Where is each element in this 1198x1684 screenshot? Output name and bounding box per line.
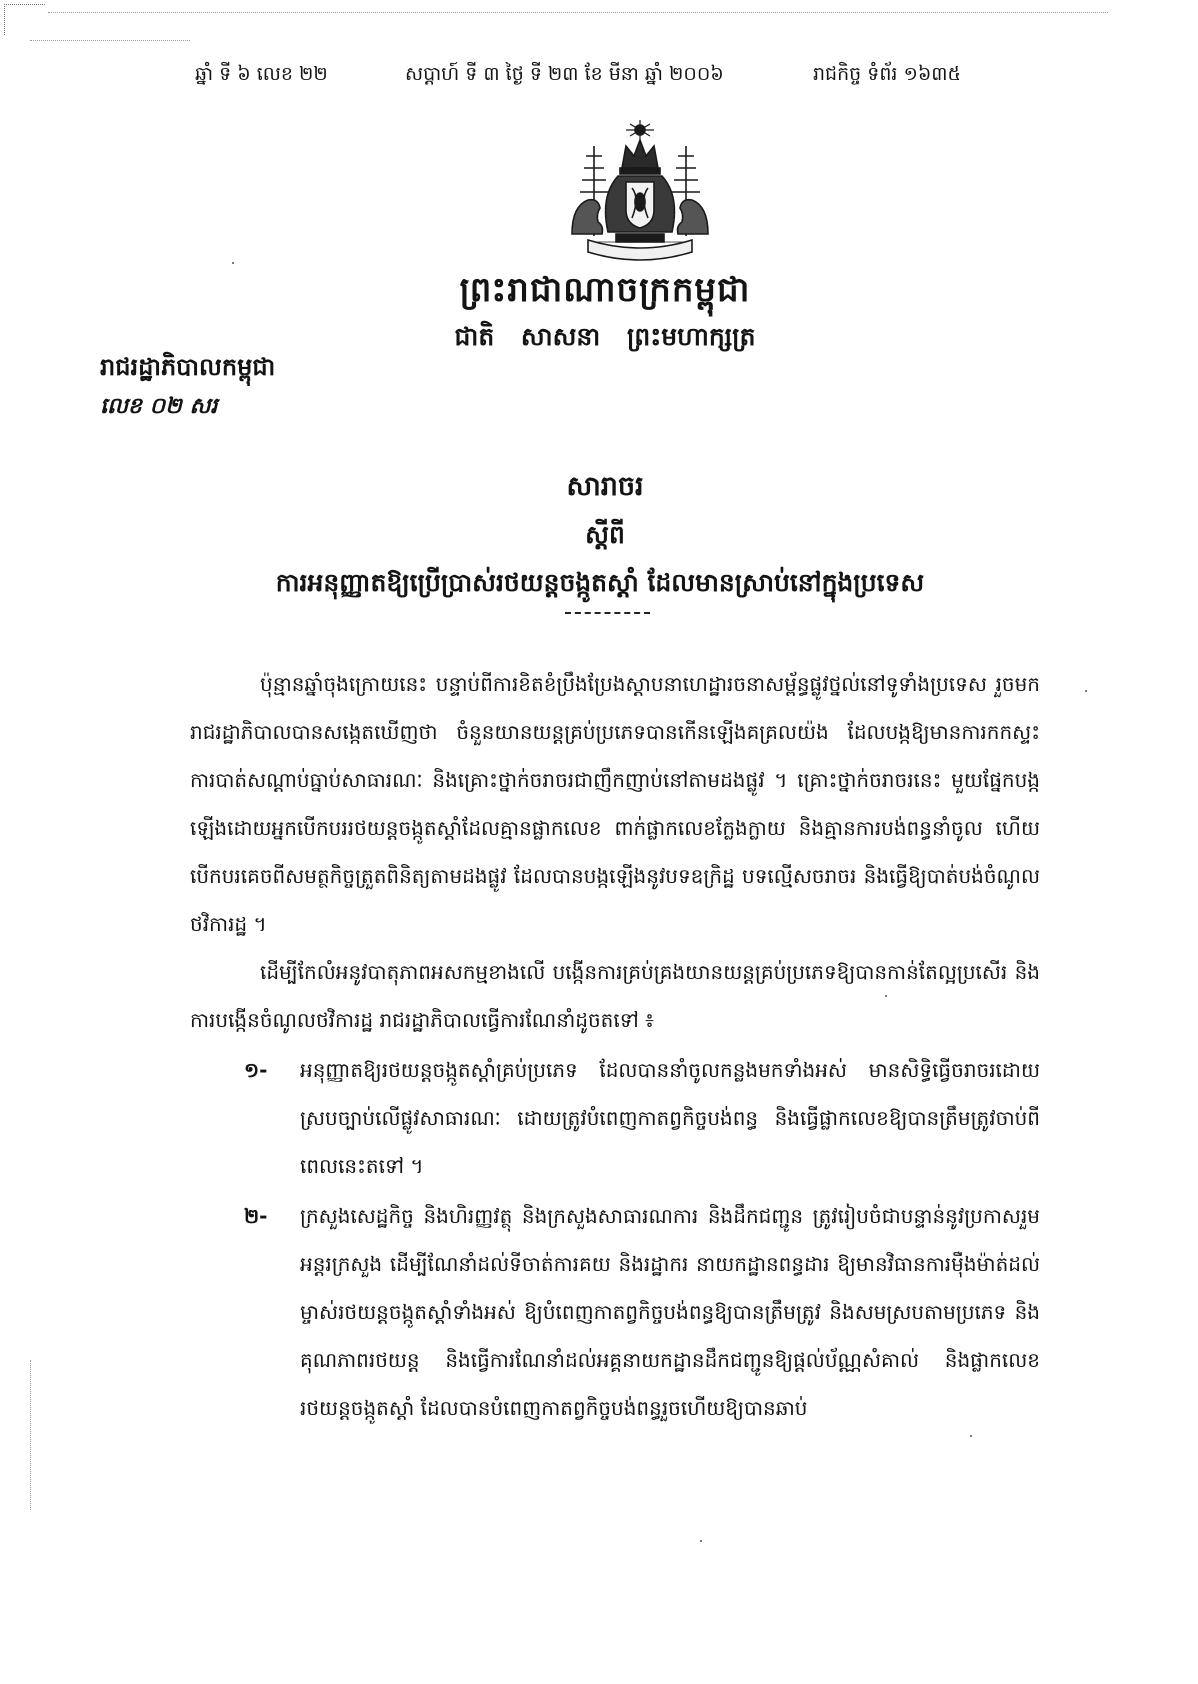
title-divider [565,612,650,614]
gazette-date: សប្តាហ៍ ទី ៣ ថ្ងៃ ទី ២៣ ខែ មីនា ឆ្នាំ ២០០៦ [405,63,724,85]
scan-speck [885,995,887,997]
about-label: ស្តីពី [585,520,625,549]
scan-speck [232,262,234,264]
kingdom-title: ព្រះរាជាណាចក្រកម្ពុជា [459,270,751,310]
scan-speck [1085,690,1087,692]
scan-artifact [30,1360,51,1510]
body-paragraph: ដើម្បីកែលំអនូវបាតុភាពអសកម្មខាងលើ បង្កើនការគ្រប់គ្រងយានយន្តគ្រប់ប្រភេទឱ្យបានកាន់តែល្អប្រសើរ និងការបង្កើនចំណូលថវិការដ្ឋ រាជរដ្ឋាភិបាលធ្វើការណែនាំដូចតទៅ ៖ [190,960,1040,1032]
scan-artifact [30,40,190,41]
issuer-name: រាជរដ្ឋាភិបាលកម្ពុជា [100,353,276,381]
scan-speck [700,1540,702,1542]
gazette-header [195,62,1095,92]
royal-emblem-icon [560,116,720,268]
list-item-number: ១- [244,1058,268,1082]
list-item-number: ២- [244,1204,268,1228]
scan-speck [970,1435,972,1437]
reference-number: លេខ ០២ សរ [100,394,218,419]
gazette-issue: ឆ្នាំ ទី ៦ លេខ ២២ [195,63,328,85]
document-subject: ការអនុញ្ញាតឱ្យប្រើប្រាស់រថយន្តចង្កូតស្តាំ ដែលមានស្រាប់នៅក្នុងប្រទេស [275,568,925,597]
scan-artifact [48,12,1108,13]
list-item-text: ក្រសួងសេដ្ឋកិច្ច និងហិរញ្ញវត្ថុ និងក្រសួងសាធារណការ និងដឹកជញ្ជូន ត្រូវរៀបចំជាបន្ទាន់នូវប្រកាសរួមអន្តរក្រសួង ដើម្បីណែនាំដល់ទីចាត់ការគយ និងរដ្ឋាករ នាយកដ្ឋានពន្ធដារ ឱ្យមានវិធានការម៉ឺងម៉ាត់ដល់ម្ចាស់រថយន្តចង្កូតស្តាំទាំងអស់ ឱ្យបំពេញកាតព្វកិច្ចបង់ពន្ធឱ្យបានត្រឹមត្រូវ និងសមស្របតាមប្រភេទ និងគុណភាពរថយន្ត និងធ្វើការណែនាំដល់អគ្គនាយកដ្ឋានដឹកជញ្ជូនឱ្យផ្តល់ប័ណ្ណសំគាល់ និងផ្លាកលេខរថយន្តចង្កូតស្តាំ ដែលបានបំពេញកាតព្វកិច្ចបង់ពន្ធរួចហើយឱ្យបានឆាប់ [300,1204,1040,1420]
scan-artifact [4,4,45,35]
gazette-page-number: រាជកិច្ច ទំព័រ ១៦៣៥ [813,63,961,85]
list-item-text: អនុញ្ញាតឱ្យរថយន្តចង្កូតស្តាំគ្រប់ប្រភេទ ដែលបាននាំចូលកន្លងមកទាំងអស់ មានសិទ្ធិធ្វើចរាចរដោយស្របច្បាប់លើផ្លូវសាធារណៈ ដោយត្រូវបំពេញកាតព្វកិច្ចបង់ពន្ធ និងធ្វើផ្លាកលេខឱ្យបានត្រឹមត្រូវចាប់ពីពេលនេះតទៅ ។ [300,1058,1040,1178]
national-motto: ជាតិ សាសនា ព្រះមហាក្សត្រ [454,322,756,351]
body-paragraph: ប៉ុន្មានឆ្នាំចុងក្រោយនេះ បន្ទាប់ពីការខិតខំប្រឹងប្រែងស្តាបនាហេដ្ឋារចនាសម្ព័ន្ធផ្លូវថ្នល់នៅទូទាំងប្រទេស រួចមក រាជរដ្ឋាភិបាលបានសង្កេតឃើញថា ចំនួនយានយន្តគ្រប់ប្រភេទបានកើនឡើងគគ្រលយ៉ង ដែលបង្កឱ្យមានការកកស្ទះ ការបាត់សណ្តាប់ធ្នាប់សាធារណៈ និងគ្រោះថ្នាក់ចរាចរជាញឹកញាប់នៅតាមដងផ្លូវ ។ គ្រោះថ្នាក់ចរាចរនេះ មួយផ្នែកបង្កឡើងដោយអ្នកបើកបររថយន្តចង្កូតស្តាំដែលគ្មានផ្លាកលេខ ពាក់ផ្លាកលេខក្លែងក្លាយ និងគ្មានការបង់ពន្ធនាំចូល ហើយបើកបរគេចពីសមត្ថកិច្ចត្រួតពិនិត្យតាមដងផ្លូវ ដែលបានបង្កឡើងនូវបទឧក្រិដ្ឋ បទល្មើសចរាចរ និងធ្វើឱ្យបាត់បង់ចំណូលថវិការដ្ឋ ។ [190,672,1040,936]
document-type: សារាចរ [566,471,644,502]
